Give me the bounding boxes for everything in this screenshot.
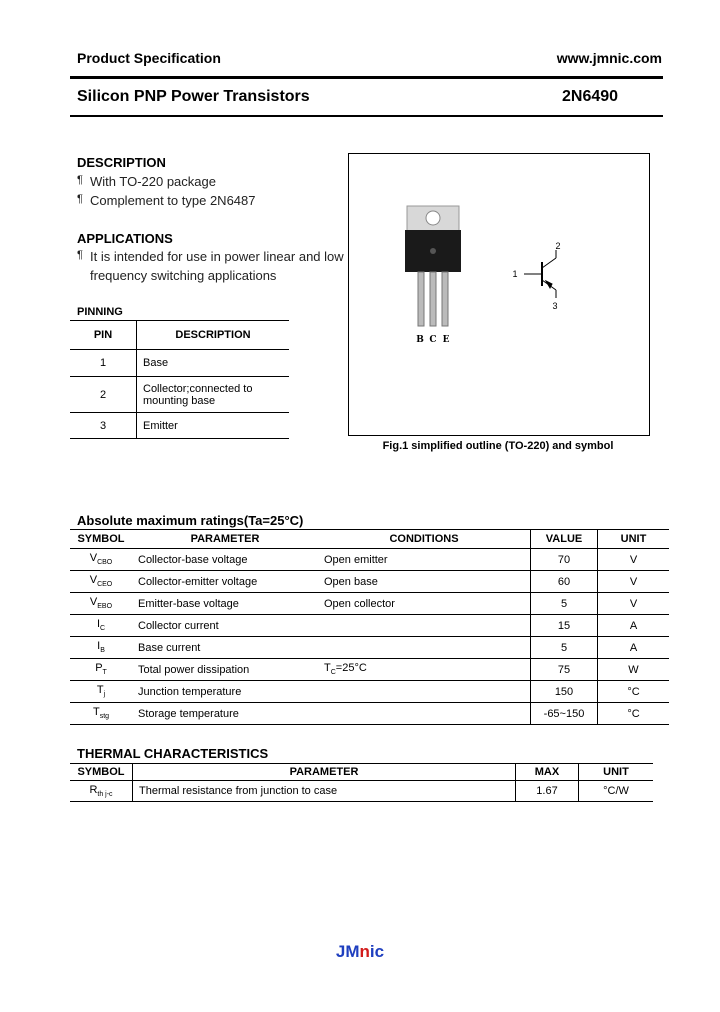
param-cell: Total power dissipation: [132, 659, 318, 681]
col-header: PARAMETER: [132, 530, 318, 549]
part-number: 2N6490: [562, 88, 619, 105]
param-cell: Collector-base voltage: [132, 549, 318, 571]
desc-col-header: DESCRIPTION: [137, 321, 290, 350]
value-cell: 150: [531, 681, 598, 703]
pin-col-header: PIN: [70, 321, 137, 350]
value-cell: -65~150: [531, 703, 598, 725]
lead-c: [430, 272, 436, 326]
abs-ratings-table: [70, 529, 669, 725]
cond-cell: [318, 703, 531, 725]
figure-caption: Fig.1 simplified outline (TO-220) and symbol: [382, 440, 614, 452]
symbol-label-base: 1: [512, 269, 518, 279]
pkg-label: E: [442, 335, 450, 345]
unit-cell: W: [598, 659, 670, 681]
param-cell: Collector current: [132, 615, 318, 637]
unit-cell: °C/W: [579, 781, 654, 802]
applications-heading: APPLICATIONS: [77, 231, 173, 246]
param-cell: Storage temperature: [132, 703, 318, 725]
cond-cell: Open emitter: [318, 549, 531, 571]
symbol-cell: $I_B$: [70, 637, 132, 659]
unit-cell: °C: [598, 681, 670, 703]
description-heading: DESCRIPTION: [77, 155, 166, 170]
pin-number: 3: [70, 413, 137, 439]
table-row: [70, 659, 669, 681]
cond-cell: [318, 615, 531, 637]
applications-line-2: frequency switching applications: [90, 268, 277, 283]
header-url[interactable]: www.jmnic.com: [556, 50, 662, 66]
value-cell: 75: [531, 659, 598, 681]
table-row: [70, 377, 289, 413]
table-row: [70, 615, 669, 637]
pin-desc: Emitter: [137, 413, 290, 439]
description-item-text: Complement to type 2N6487: [90, 193, 256, 208]
unit-cell: V: [598, 593, 670, 615]
unit-cell: A: [598, 637, 670, 659]
param-cell: Emitter-base voltage: [132, 593, 318, 615]
pin-desc: [137, 377, 290, 413]
col-header: UNIT: [579, 764, 654, 781]
pin-desc-line: mounting base: [143, 394, 216, 407]
pinning-table: [70, 320, 289, 439]
table-row: [70, 413, 289, 439]
bullet-icon: ¶: [77, 174, 83, 186]
cond-cell: Open collector: [318, 593, 531, 615]
title-rule: [70, 115, 663, 117]
table-row: [70, 350, 289, 377]
thermal-heading: THERMAL CHARACTERISTICS: [77, 746, 269, 761]
table-row: [70, 593, 669, 615]
unit-cell: A: [598, 615, 670, 637]
doc-title: Silicon PNP Power Transistors: [77, 88, 310, 105]
description-item-text: With TO-220 package: [90, 174, 216, 189]
lead-b: [418, 272, 424, 326]
symbol-cell: $P_T$: [70, 659, 132, 681]
symbol-cell: $I_C$: [70, 615, 132, 637]
table-row: [70, 637, 669, 659]
pkg-label: C: [429, 335, 437, 345]
table-row: [70, 703, 669, 725]
value-cell: 70: [531, 549, 598, 571]
unit-cell: °C: [598, 703, 670, 725]
description-item: [77, 174, 216, 189]
cond-cell: Open base: [318, 571, 531, 593]
pin-number: 1: [70, 350, 137, 377]
unit-cell: V: [598, 549, 670, 571]
applications-line-1: It is intended for use in power linear and low: [90, 249, 344, 264]
col-header: PARAMETER: [133, 764, 516, 781]
abs-ratings-heading: Absolute maximum ratings(Ta=25°C): [77, 513, 304, 528]
cond-cell: [318, 637, 531, 659]
cond-cell: $T_C=25^\circ C$: [318, 659, 531, 681]
symbol-cell: $V_{CEO}$: [70, 571, 132, 593]
bullet-icon: ¶: [77, 193, 83, 205]
description-item: [77, 193, 255, 208]
param-cell: Collector-emitter voltage: [132, 571, 318, 593]
param-cell: Junction temperature: [132, 681, 318, 703]
pin-number: 2: [70, 377, 137, 413]
pinning-heading: PINNING: [77, 306, 123, 318]
symbol-cell: $R_{th j-c}$: [70, 781, 133, 802]
header-rule: [70, 76, 663, 79]
footer-logo: JMnic: [335, 942, 385, 961]
to220-package-drawing: [349, 154, 649, 435]
mounting-hole: [426, 211, 440, 225]
param-cell: Base current: [132, 637, 318, 659]
pnp-transistor-symbol: [524, 250, 556, 298]
header-left: Product Specification: [77, 50, 221, 66]
col-header: MAX: [516, 764, 579, 781]
value-cell: 60: [531, 571, 598, 593]
body-mark: [430, 248, 436, 254]
cond-cell: [318, 681, 531, 703]
pkg-label: B: [416, 335, 424, 345]
table-row: [70, 571, 669, 593]
pin-desc-line: Collector;connected to: [143, 382, 253, 395]
bullet-icon: ¶: [77, 249, 83, 261]
table-row: [70, 681, 669, 703]
thermal-table: [70, 763, 653, 802]
symbol-cell: $V_{CBO}$: [70, 549, 132, 571]
value-cell: 15: [531, 615, 598, 637]
symbol-cell: $T_{stg}$: [70, 703, 132, 725]
figure-box: [348, 153, 650, 436]
table-row: [70, 549, 669, 571]
col-header: CONDITIONS: [318, 530, 531, 549]
value-cell: 5: [531, 637, 598, 659]
value-cell: 5: [531, 593, 598, 615]
symbol-label-collector: 2: [555, 241, 561, 251]
lead-e: [442, 272, 448, 326]
symbol-cell: $V_{EBO}$: [70, 593, 132, 615]
symbol-label-emitter: 3: [552, 301, 558, 311]
max-cell: 1.67: [516, 781, 579, 802]
table-row: [70, 781, 653, 802]
param-cell: Thermal resistance from junction to case: [133, 781, 516, 802]
col-header: UNIT: [598, 530, 670, 549]
pin-desc: Base: [137, 350, 290, 377]
col-header: SYMBOL: [70, 530, 132, 549]
symbol-cell: $T_j$: [70, 681, 132, 703]
applications-item: [77, 249, 344, 264]
unit-cell: V: [598, 571, 670, 593]
col-header: VALUE: [531, 530, 598, 549]
col-header: SYMBOL: [70, 764, 133, 781]
